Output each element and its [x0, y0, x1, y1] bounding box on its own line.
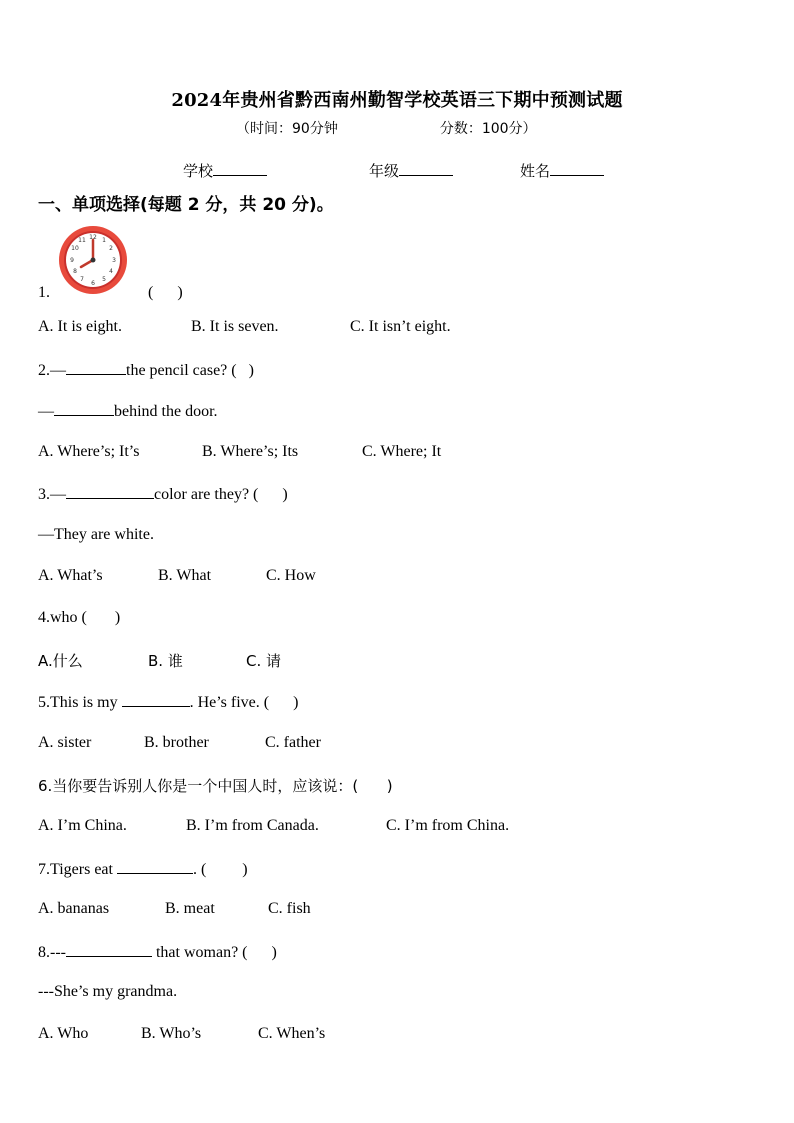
q3-text: color are they? ( ) [154, 486, 288, 503]
q3-option-b[interactable]: B. What [158, 567, 212, 584]
q2-options [38, 443, 441, 461]
name-field [520, 160, 604, 181]
q5-blank[interactable] [122, 692, 190, 707]
svg-text:9: 9 [70, 257, 74, 264]
q1-option-a[interactable]: A. It is eight. [38, 318, 122, 335]
q7-prefix: 7.Tigers eat [38, 861, 117, 878]
q2-blank-1[interactable] [66, 360, 126, 375]
svg-text:1: 1 [102, 237, 106, 244]
q2-option-a[interactable]: A. Where’s; It’s [38, 443, 140, 460]
q8-option-c[interactable]: C. When’s [258, 1025, 326, 1042]
q3-option-a[interactable]: A. What’s [38, 567, 103, 584]
question-4: 4.who ( ) [38, 609, 121, 626]
svg-text:6: 6 [91, 280, 95, 287]
q7-text: . ( ) [192, 861, 248, 878]
svg-text:8: 8 [73, 268, 77, 275]
q5-option-b[interactable]: B. brother [144, 734, 209, 751]
q8-option-a[interactable]: A. Who [38, 1025, 89, 1042]
q1-number: 1. [38, 284, 50, 301]
q8-option-b[interactable]: B. Who’s [141, 1025, 202, 1042]
q8-text: that woman? ( ) [151, 944, 277, 961]
school-label: 学校 [183, 162, 214, 180]
svg-text:3: 3 [112, 257, 116, 264]
question-3-reply: —They are white. [38, 526, 154, 543]
school-field [183, 160, 267, 181]
question-3 [38, 484, 288, 504]
q5-option-a[interactable]: A. sister [38, 734, 92, 751]
name-label: 姓名 [520, 162, 551, 180]
q1-option-b[interactable]: B. It is seven. [191, 318, 279, 335]
question-8-reply: ---She’s my grandma. [38, 983, 178, 1000]
q5-options [38, 734, 321, 752]
q7-blank[interactable] [117, 859, 193, 874]
q5-prefix: 5.This is my [38, 694, 122, 711]
q2-option-c[interactable]: C. Where; It [362, 443, 442, 460]
q4-option-b[interactable]: B. 谁 [148, 652, 183, 670]
q8-options [38, 1025, 325, 1043]
section-heading: 一、单项选择(每题 2 分，共 20 分)。 [38, 195, 334, 215]
q5-option-c[interactable]: C. father [265, 734, 321, 751]
exam-meta [236, 118, 537, 138]
svg-text:12: 12 [89, 234, 97, 241]
q3-prefix: 3.— [38, 486, 66, 503]
q3-option-c[interactable]: C. How [266, 567, 316, 584]
question-7 [38, 859, 248, 879]
q2-text: the pencil case? ( ) [126, 362, 254, 379]
q4-options [38, 650, 281, 671]
question-2 [38, 360, 254, 380]
q2-reply-prefix: — [38, 403, 54, 420]
page-title: 2024年贵州省黔西南州勤智学校英语三下期中预测试题 [171, 90, 623, 111]
name-blank[interactable] [550, 161, 604, 176]
q6-option-b[interactable]: B. I’m from Canada. [186, 817, 319, 834]
q1-options [38, 318, 451, 336]
q7-options [38, 900, 311, 918]
question-6 [38, 775, 393, 796]
svg-text:7: 7 [80, 276, 84, 283]
q6-text: 6.当你要告诉别人你是一个中国人时，应该说：( ) [38, 777, 393, 795]
q1-option-c[interactable]: C. It isn’t eight. [350, 318, 451, 335]
q4-option-c[interactable]: C. 请 [246, 652, 282, 670]
grade-blank[interactable] [399, 161, 453, 176]
svg-text:10: 10 [71, 245, 79, 252]
school-blank[interactable] [213, 161, 267, 176]
q8-prefix: 8.--- [38, 944, 66, 961]
grade-label: 年级 [369, 162, 400, 180]
question-5 [38, 692, 298, 712]
question-8 [38, 942, 277, 962]
exam-time: （时间：90分钟 [236, 121, 338, 137]
grade-field [369, 160, 453, 181]
q3-blank[interactable] [66, 484, 154, 499]
question-2-reply [38, 401, 218, 421]
q6-option-c[interactable]: C. I’m from China. [386, 817, 510, 834]
q5-text: . He’s five. ( ) [189, 694, 299, 711]
q2-reply-text: behind the door. [114, 403, 218, 420]
q7-option-a[interactable]: A. bananas [38, 900, 110, 917]
question-1 [38, 284, 183, 302]
svg-text:2: 2 [109, 245, 113, 252]
exam-score: 分数：100分） [439, 121, 537, 137]
svg-text:5: 5 [102, 276, 106, 283]
q1-answer-paren[interactable]: ( ) [148, 284, 183, 301]
q3-options [38, 567, 316, 585]
svg-text:11: 11 [78, 237, 86, 244]
q2-blank-2[interactable] [54, 401, 114, 416]
q8-blank[interactable] [66, 942, 152, 957]
q7-option-b[interactable]: B. meat [165, 900, 215, 917]
q2-prefix: 2.— [38, 362, 66, 379]
q4-option-a[interactable]: A.什么 [38, 652, 83, 670]
q6-option-a[interactable]: A. I’m China. [38, 817, 127, 834]
q7-option-c[interactable]: C. fish [268, 900, 311, 917]
q6-options [38, 817, 509, 835]
svg-text:4: 4 [109, 268, 113, 275]
q2-option-b[interactable]: B. Where’s; Its [202, 443, 299, 460]
